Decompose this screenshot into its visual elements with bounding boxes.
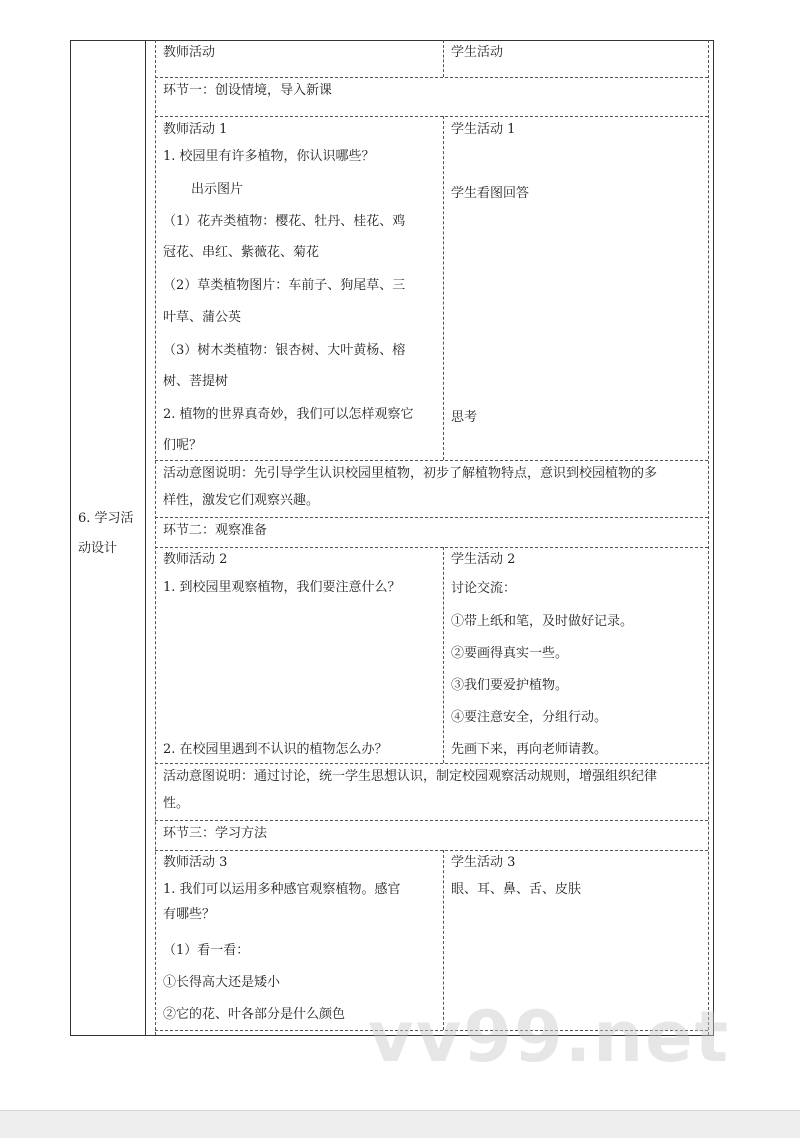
student-activity-3-title: 学生活动 3	[451, 855, 516, 870]
stage-2-answer-2: 先画下来，再向老师请教。	[451, 742, 608, 757]
outer-border-top	[70, 40, 714, 41]
teacher-activity-3-title: 教师活动 3	[163, 855, 228, 870]
look-item-1: ①长得高大还是矮小	[163, 975, 281, 990]
viewer-bottom-bar	[0, 1110, 800, 1138]
stage-3-question-1-line-2: 有哪些？	[163, 907, 216, 922]
stage-1-question-2-line-1: 2. 植物的世界真奇妙，我们可以怎样观察它	[163, 407, 414, 422]
row-sep	[155, 77, 708, 78]
discuss-item-4: ④要注意安全，分组行动。	[451, 710, 608, 725]
student-activity-2-title: 学生活动 2	[451, 552, 516, 567]
col-sep	[443, 547, 444, 763]
row-sep	[155, 517, 708, 518]
label-column-divider	[145, 40, 146, 1036]
inner-border-left	[155, 40, 156, 1035]
grass-line-2: 叶草、蒲公英	[163, 310, 242, 325]
trees-line-2: 树、菩提树	[163, 374, 229, 389]
row-sep	[155, 850, 708, 851]
student-answer-think: 思考	[451, 410, 478, 425]
outer-border-left	[70, 40, 71, 1036]
teacher-activity-2-title: 教师活动 2	[163, 552, 228, 567]
grass-line-1: （2）草类植物图片：车前子、狗尾草、三	[163, 278, 406, 293]
teacher-activity-1-title: 教师活动 1	[163, 122, 228, 137]
outer-border-right	[713, 40, 714, 1036]
discuss-item-3: ③我们要爱护植物。	[451, 678, 569, 693]
watermark: vv99.net	[368, 996, 731, 1078]
stage-2-question-2: 2. 在校园里遇到不认识的植物怎么办？	[163, 742, 388, 757]
trees-line-1: （3）树木类植物：银杏树、大叶黄杨、榕	[163, 343, 406, 358]
stage-1-title: 环节一：创设情境，导入新课	[163, 83, 333, 98]
stage-1-question-2-line-2: 们呢？	[163, 438, 203, 453]
row-sep	[155, 820, 708, 821]
row-sep	[155, 460, 708, 461]
stage-1-intent-line-2: 样性，激发它们观察兴趣。	[163, 493, 320, 508]
col-sep	[443, 116, 444, 460]
student-activity-header: 学生活动	[451, 45, 504, 60]
look-item-2: ②它的花、叶各部分是什么颜色	[163, 1007, 346, 1022]
row-sep	[155, 763, 708, 764]
col-sep	[443, 40, 444, 77]
discuss-label: 讨论交流：	[451, 581, 517, 596]
stage-3-title: 环节三：学习方法	[163, 826, 268, 841]
student-answer-look: 学生看图回答	[451, 186, 530, 201]
stage-2-intent-line-2: 性。	[163, 796, 190, 811]
show-pictures-text: 出示图片	[191, 182, 244, 197]
label-line-2: 动设计	[78, 541, 118, 556]
senses-answer: 眼、耳、鼻、舌、皮肤	[451, 882, 582, 897]
row-sep	[155, 116, 708, 117]
stage-1-question-1: 1. 校园里有许多植物，你认识哪些？	[163, 149, 375, 164]
stage-2-title: 环节二：观察准备	[163, 523, 268, 538]
stage-2-question-1: 1. 到校园里观察植物，我们要注意什么？	[163, 580, 401, 595]
discuss-item-2: ②要画得真实一些。	[451, 646, 569, 661]
teacher-activity-header: 教师活动	[163, 45, 216, 60]
row-sep	[155, 547, 708, 548]
discuss-item-1: ①带上纸和笔，及时做好记录。	[451, 614, 634, 629]
stage-3-question-1-line-1: 1. 我们可以运用多种感官观察植物。感官	[163, 882, 401, 897]
flowers-line-1: （1）花卉类植物：樱花、牡丹、桂花、鸡	[163, 214, 406, 229]
inner-border-right	[708, 40, 709, 1035]
label-line-1: 6. 学习活	[78, 511, 134, 526]
look-label: （1）看一看：	[163, 943, 250, 958]
stage-1-intent-line-1: 活动意图说明：先引导学生认识校园里植物，初步了解植物特点，意识到校园植物的多	[163, 466, 658, 481]
student-activity-1-title: 学生活动 1	[451, 122, 516, 137]
stage-2-intent-line-1: 活动意图说明：通过讨论，统一学生思想认识，制定校园观察活动规则，增强组织纪律	[163, 769, 658, 784]
flowers-line-2: 冠花、串红、紫薇花、菊花	[163, 245, 320, 260]
